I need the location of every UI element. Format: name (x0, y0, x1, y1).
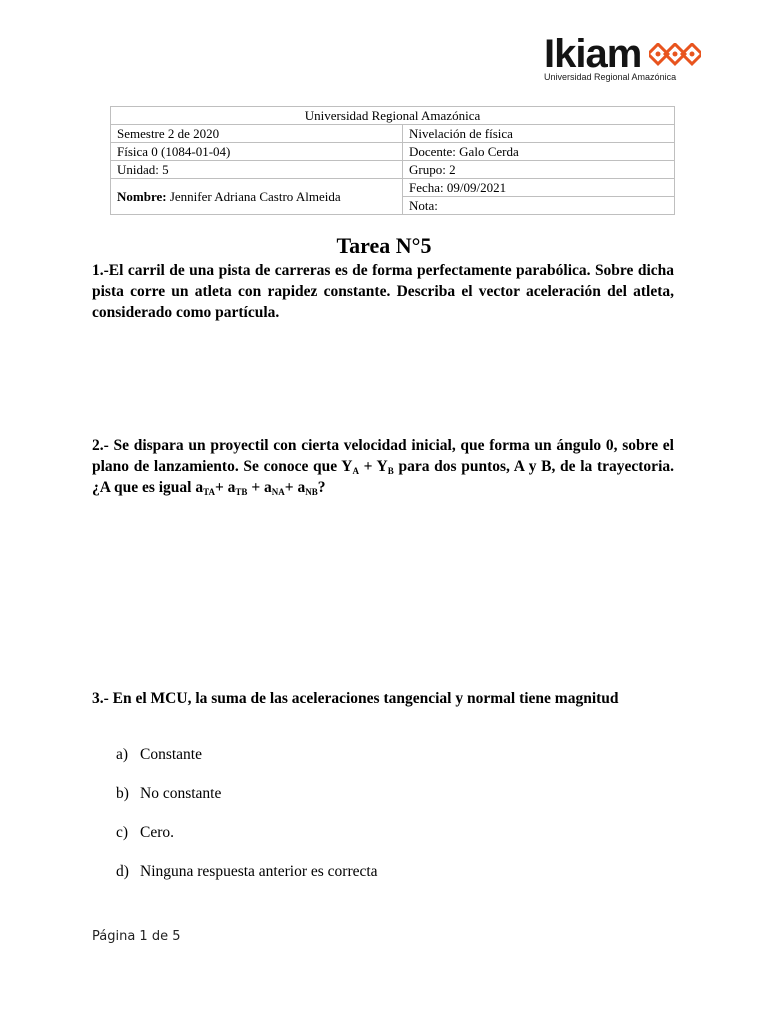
page-title: Tarea N°5 (336, 233, 432, 258)
university-logo (544, 34, 704, 86)
option-d: d) Ninguna respuesta anterior es correcta (116, 863, 378, 880)
semester-cell: Semestre 2 de 2020 (111, 125, 403, 143)
student-name-cell (111, 179, 403, 215)
page-number: Página 1 de 5 (92, 929, 181, 944)
question-1: 1.-El carril de una pista de carreras es de forma perfectamente parabólica. Sobre dicha pista corre un atleta con rapidez constante. Describa el vector aceleración del atleta, considerado como partícula. (92, 262, 674, 321)
unit-cell: Unidad: 5 (111, 161, 403, 179)
name-label: Nombre: (117, 188, 167, 204)
course-info-table (110, 106, 675, 215)
course-cell: Nivelación de física (403, 125, 675, 143)
logo-subtitle: Universidad Regional Amazónica (544, 72, 677, 82)
option-a: a) Constante (116, 746, 202, 763)
subject-code-cell: Física 0 (1084-01-04) (111, 143, 403, 161)
logo-pattern-icon (649, 43, 701, 67)
grade-cell: Nota: (403, 197, 675, 215)
option-c: c) Cero. (116, 824, 175, 841)
university-name-cell: Universidad Regional Amazónica (111, 107, 675, 125)
teacher-cell: Docente: Galo Cerda (403, 143, 675, 161)
question-3-options (116, 745, 378, 901)
group-cell: Grupo: 2 (403, 161, 675, 179)
name-value: Jennifer Adriana Castro Almeida (169, 188, 341, 204)
question-3: 3.- En el MCU, la suma de las aceleraciones tangencial y normal tiene magnitud (92, 690, 619, 707)
logo-wordmark: Ikiam (544, 32, 642, 76)
question-2: 2.- Se dispara un proyectil con cierta velocidad inicial, que forma un ángulo 0, sobre el plano de lanzamiento. Se conoce que $Y_A + Y_B$ para dos puntos, A y B, de la trayectoria. ¿A que es igual $a_{TA}+ a_{TB} + a_{NA}+ a_{NB}$? (92, 437, 674, 497)
date-cell: Fecha: 09/09/2021 (403, 179, 675, 197)
option-b: b) No constante (116, 785, 222, 802)
